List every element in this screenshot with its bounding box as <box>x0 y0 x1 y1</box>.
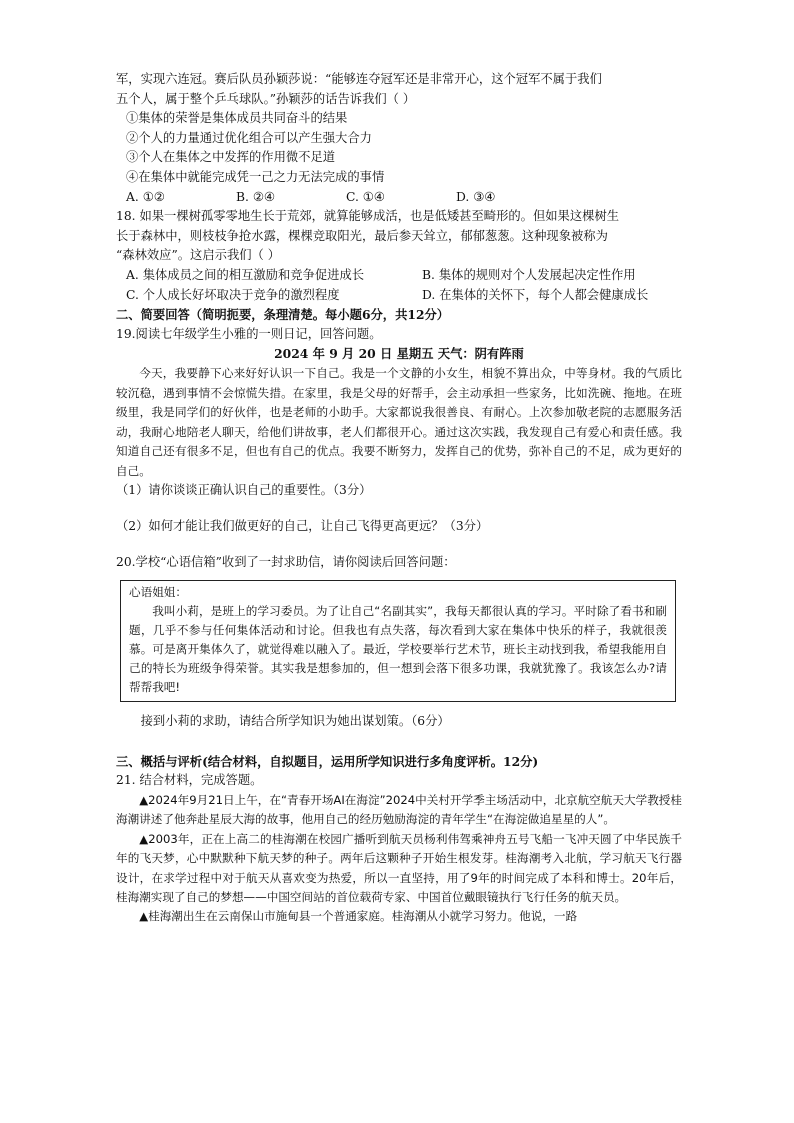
section2-title: 二、简要回答（简明扼要，条理清楚。每小题6分，共12分） <box>116 307 450 323</box>
q17-option-a: A. ①② <box>126 189 165 204</box>
q18-stem-line3: “森林效应”。这启示我们（ ） <box>116 248 281 263</box>
q17-item-1: ①集体的荣誉是集体成员共同奋斗的结果 <box>126 111 348 126</box>
q19-subquestion-1: （1）请你谈谈正确认识自己的重要性。（3分） <box>116 483 372 498</box>
q18-stem-line2: 长于森林中，则枝枝争抢水露，棵棵竞取阳光，最后参天耸立，郁郁葱葱。这种现象被称为 <box>116 228 608 243</box>
q20-letter-salutation: 心语姐姐： <box>129 585 187 600</box>
q19-subquestion-2: （2）如何才能让我们做更好的自己，让自己飞得更高更远？（3分） <box>116 519 489 534</box>
q20-question: 接到小莉的求助，请结合所学知识为她出谋划策。（6分） <box>140 714 450 729</box>
q18-option-a: A. 集体成员之间的相互激励和竞争促进成长 <box>126 267 365 282</box>
q18-option-d: D. 在集体的关怀下，每个人都会健康成长 <box>422 287 649 302</box>
q17-stem-line2: 五个人，属于整个乒乓球队。”孙颖莎的话告诉我们（ ） <box>116 91 416 106</box>
section3-title: 三、概括与评析(结合材料，自拟题目，运用所学知识进行多角度评析。12分) <box>116 753 539 769</box>
q17-option-b: B. ②④ <box>236 189 275 204</box>
q21-material-1: ▲2024年9月21日上午，在“青春开场AI在海淀”2024中关村开学季主场活动中，北京航空航天大学教授桂海潮讲述了他奔赴星辰大海的故事，他用自己的经历勉励海淀的青年学生“在海淀做追星星的人”。 <box>116 793 682 827</box>
q18-option-c: C. 个人成长好坏取决于竞争的激烈程度 <box>126 287 340 302</box>
q17-option-c: C. ①④ <box>346 189 385 204</box>
q17-option-d: D. ③④ <box>456 189 496 204</box>
exam-page <box>116 70 682 927</box>
answer-space <box>116 537 682 553</box>
q18-stem-line1: 18. 如果一棵树孤零零地生长于荒郊，就算能够成活，也是低矮甚至畸形的。但如果这棵树生 <box>116 209 620 224</box>
q20-intro: 20.学校“心语信箱”收到了一封求助信，请你阅读后回答问题： <box>116 554 456 569</box>
q19-diary-header: 2024 年 9 月 20 日 星期五 天气：阴有阵雨 <box>274 346 524 362</box>
q17-stem-line1: 军，实现六连冠。赛后队员孙颖莎说：“能够连夺冠军还是非常开心，这个冠军不属于我们 <box>116 72 602 86</box>
q17-item-2: ②个人的力量通过优化组合可以产生强大合力 <box>126 130 372 145</box>
q21-intro: 21. 结合材料，完成答题。 <box>116 773 263 788</box>
q20-letter-box <box>120 580 676 702</box>
q17-item-3: ③个人在集体之中发挥的作用微不足道 <box>126 150 336 165</box>
q20-letter-body: 我叫小莉，是班上的学习委员。为了让自己“名副其实”，我每天都很认真的学习。平时除了看书和刷题，几乎不参与任何集体活动和讨论。但我也有点失落，每次看到大家在集体中快乐的样子，我就很羡慕。可是离开集体久了，就觉得难以融入了。最近，学校要举行艺术节，班长主动找到我，希望我能用自己的特长为班级争得荣誉。其实我是想参加的，但一想到会落下很多功课，我就犹豫了。我该怎么办?请帮帮我吧! <box>129 604 667 695</box>
q17-options <box>116 188 682 208</box>
q21-material-3: ▲桂海潮出生在云南保山市施甸县一个普通家庭。桂海潮从小就学习努力。他说，一路 <box>139 909 578 924</box>
q17-item-4: ④在集体中就能完成凭一己之力无法完成的事情 <box>126 169 385 184</box>
q19-intro: 19.阅读七年级学生小雅的一则日记，回答问题。 <box>116 326 382 341</box>
q18-options <box>116 266 682 305</box>
q18-option-b: B. 集体的规则对个人发展起决定性作用 <box>422 267 636 282</box>
answer-space <box>116 501 682 517</box>
q21-material-2: ▲2003年，正在上高二的桂海潮在校园广播听到航天员杨利伟驾乘神舟五号飞船一飞冲天圆了中华民族千年的飞天梦，心中默默种下航天梦的种子。两年后这颗种子开始生根发芽。桂海潮考入北航，学习航天飞行器设计，在求学过程中对于航天从喜欢变为热爱，所以一直坚持，用了9年的时间完成了本科和博士。20年后，桂海潮实现了自己的梦想——中国空间站的首位载荷专家、中国首位戴眼镜执行飞行任务的航天员。 <box>116 831 682 905</box>
spacer <box>116 702 682 712</box>
q19-diary-text: 今天，我要静下心来好好认识一下自己。我是一个文静的小女生，相貌不算出众，中等身材。我的气质比较沉稳，遇到事情不会惊慌失措。在家里，我是父母的好帮手，会主动承担一些家务，比如洗碗、拖地。在班级里，我是同学们的好伙伴，也是老师的小助手。大家都说我很善良、有耐心。上次参加敬老院的志愿服务活动，我耐心地陪老人聊天，给他们讲故事，老人们都很开心。通过这次实践，我发现自己有爱心和责任感。我知道自己还有很多不足，但也有自己的优点。我要不断努力，发挥自己的优势，弥补自己的不足，成为更好的自己。 <box>116 365 682 478</box>
answer-space <box>116 732 682 752</box>
